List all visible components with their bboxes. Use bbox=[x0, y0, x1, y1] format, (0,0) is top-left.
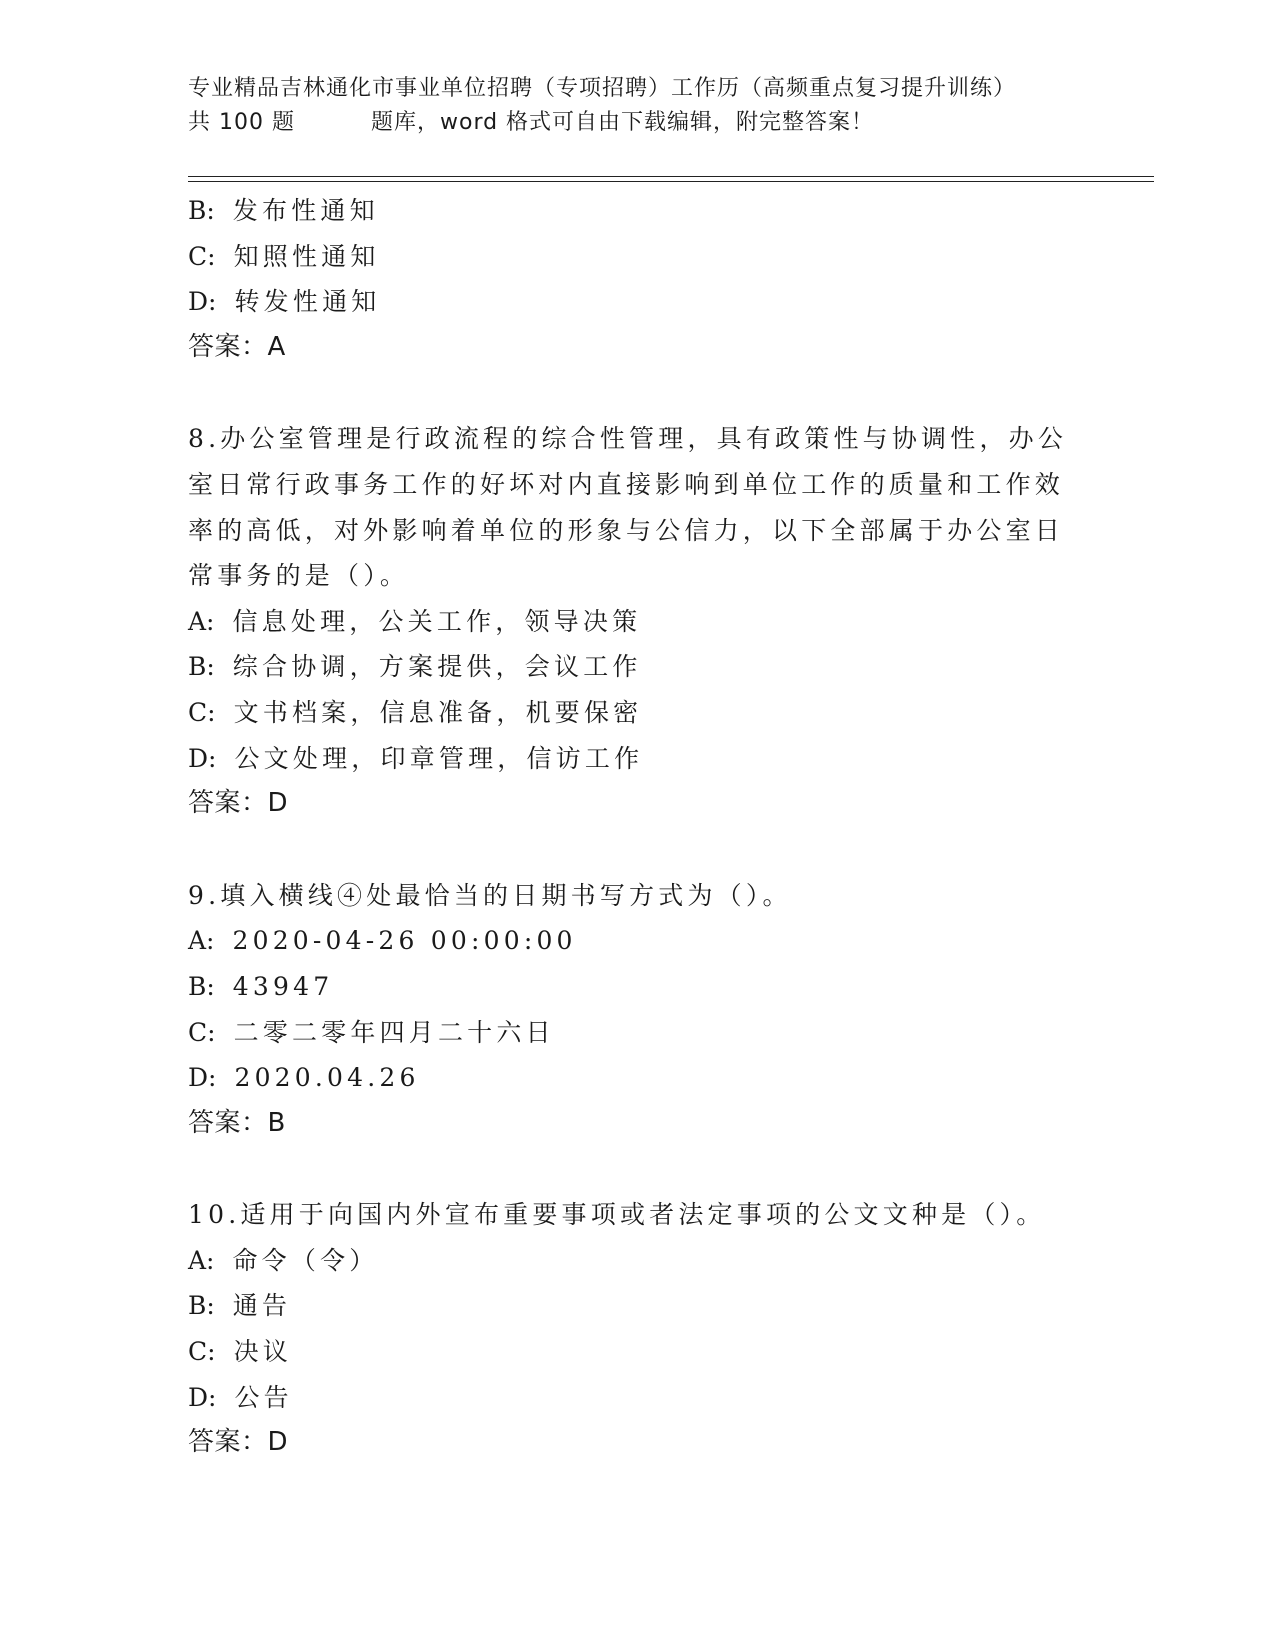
question-7-continued bbox=[188, 188, 1068, 370]
option-c: C: 文书档案，信息准备，机要保密 bbox=[188, 697, 643, 727]
option-d: D: 公文处理，印章管理，信访工作 bbox=[188, 743, 644, 773]
question-count: 共 100 题 bbox=[188, 110, 295, 135]
question-stem: 10.适用于向国内外宣布重要事项或者法定事项的公文文种是（）。 bbox=[188, 1200, 1046, 1230]
option-d: D: 2020.04.26 bbox=[188, 1063, 420, 1093]
answer-line: 答案：D bbox=[188, 1427, 289, 1458]
question-8 bbox=[188, 416, 1068, 826]
option-c: C: 二零二零年四月二十六日 bbox=[188, 1017, 555, 1047]
option-d: D: 转发性通知 bbox=[188, 287, 381, 317]
answer-line: 答案：B bbox=[188, 1107, 286, 1138]
header-subtitle-line bbox=[188, 106, 1088, 140]
header-description: 题库，word 格式可自由下载编辑，附完整答案！ bbox=[370, 110, 875, 135]
option-a: A: 2020-04-26 00:00:00 bbox=[188, 926, 577, 956]
header-divider-top bbox=[188, 176, 1154, 177]
option-b: B: 通告 bbox=[188, 1291, 292, 1321]
question-10 bbox=[188, 1192, 1068, 1466]
document-body bbox=[188, 188, 1068, 1466]
header-divider-bottom bbox=[188, 181, 1154, 182]
question-stem: 8.办公室管理是行政流程的综合性管理，具有政策性与协调性，办公 室日常行政事务工作的好坏对内直接影响到单位工作的质量和工作效 率的高低，对外影响着单位的形象与公信力，以下全部属于办公室日 常事务的是（）。 bbox=[188, 424, 1068, 591]
option-a: A: 命令（令） bbox=[188, 1245, 379, 1275]
question-9 bbox=[188, 873, 1068, 1147]
question-stem: 9.填入横线④处最恰当的日期书写方式为（）。 bbox=[188, 880, 792, 910]
option-b: B: 发布性通知 bbox=[188, 196, 379, 225]
header-title-line: 专业精品吉林通化市事业单位招聘（专项招聘）工作历（高频重点复习提升训练） bbox=[188, 76, 1017, 101]
option-b: B: 43947 bbox=[188, 971, 334, 1001]
answer-line: 答案：D bbox=[188, 788, 289, 819]
option-c: C: 知照性通知 bbox=[188, 241, 380, 271]
option-d: D: 公告 bbox=[188, 1382, 293, 1412]
option-c: C: 决议 bbox=[188, 1337, 292, 1367]
option-b: B: 综合协调，方案提供，会议工作 bbox=[188, 652, 642, 682]
option-a: A: 信息处理，公关工作，领导决策 bbox=[188, 606, 642, 636]
document-header bbox=[188, 72, 1088, 140]
answer-line: 答案：A bbox=[188, 331, 286, 362]
